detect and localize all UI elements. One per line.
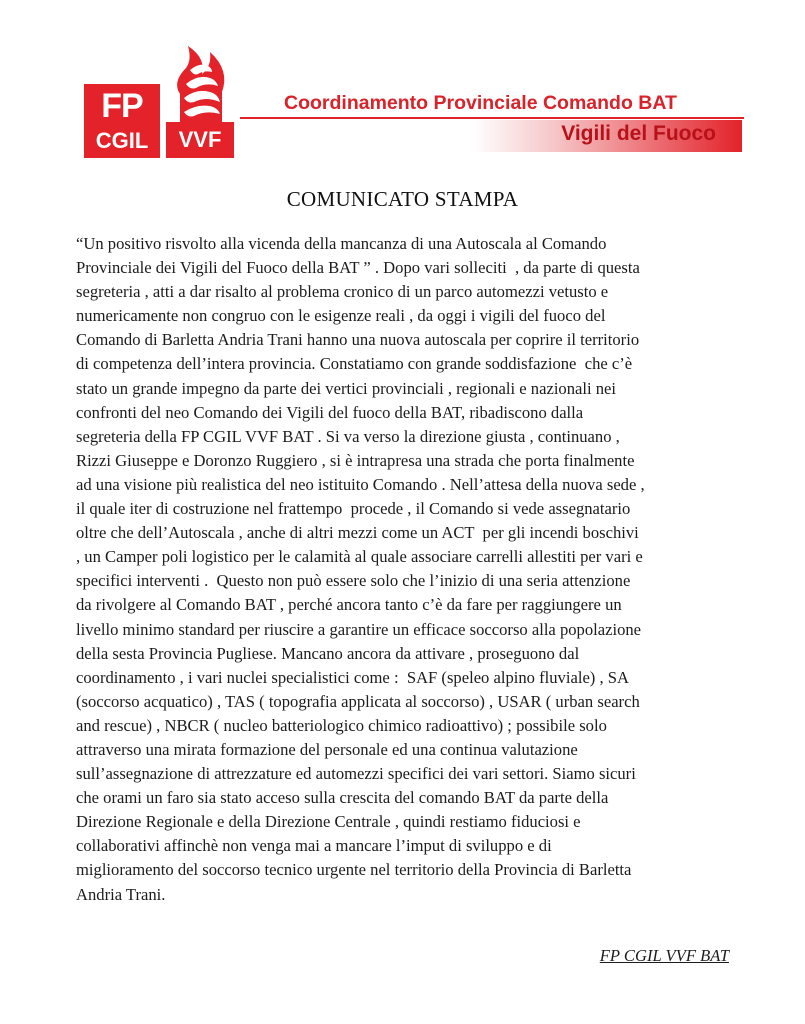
body-line: and rescue) , NBCR ( nucleo batteriologico chimico radioattivo) ; possibile solo [76, 715, 607, 735]
body-line: , un Camper poli logistico per le calamità al quale associare carrelli allestiti per vari e [76, 547, 643, 567]
body-line: specifici interventi . Questo non può essere solo che l’inizio di una seria attenzione [76, 571, 631, 591]
document-heading: COMUNICATO STAMPA [286, 187, 519, 211]
body-line: della sesta Provincia Pugliese. Mancano ancora da attivare , proseguono dal [76, 643, 580, 663]
body-line: attraverso una mirata formazione del personale ed una continua valutazione [76, 739, 578, 759]
letterhead-subtitle: Vigili del Fuoco [561, 122, 716, 145]
body-line: Comando di Barletta Andria Trani hanno una nuova autoscala per coprire il territorio [76, 330, 640, 350]
logo-fp-text: FP [101, 87, 143, 125]
body-line: segreteria della FP CGIL VVF BAT . Si va verso la direzione giusta , continuano , [76, 426, 620, 446]
body-line: collaborativi affinchè non venga mai a mancare l’imput di sviluppo e di [76, 836, 552, 856]
fp-cgil-logo [84, 84, 160, 158]
document-body [76, 232, 736, 907]
body-line: stato un grande impegno da parte dei vertici provinciali , regionali e nazionali nei [76, 378, 617, 398]
letterhead-divider [240, 117, 744, 119]
body-line: che orami un faro sia stato acceso sulla crescita del comando BAT da parte della [76, 788, 609, 808]
body-line: Andria Trani. [76, 884, 166, 904]
letterhead-subtitle-band [472, 120, 742, 152]
logo-cgil-text: CGIL [95, 128, 149, 153]
body-line: da rivolgere al Comando BAT , perché ancora tanto c’è da fare per raggiungere un [76, 595, 622, 615]
body-line: miglioramento del soccorso tecnico urgente nel territorio della Provincia di Barletta [76, 860, 632, 880]
body-line: ad una visione più realistica del neo istituito Comando . Nell’attesa della nuova sede , [76, 474, 645, 494]
letterhead-title: Coordinamento Provinciale Comando BAT [284, 92, 677, 114]
body-line: Provinciale dei Vigili del Fuoco della BAT ” . Dopo vari solleciti , da parte di questa [76, 258, 640, 278]
body-line: Rizzi Giuseppe e Doronzo Ruggiero , si è intrapresa una strada che porta finalmente [76, 450, 635, 470]
signature: FP CGIL VVF BAT [599, 946, 729, 965]
body-line: di competenza dell’intera provincia. Constatiamo con grande soddisfazione che c’è [76, 354, 633, 374]
body-line: sull’assegnazione di attrezzature ed automezzi specifici dei vari settori. Siamo sicuri [76, 764, 636, 784]
body-line: livello minimo standard per riuscire a garantire un efficace soccorso alla popolazione [76, 619, 642, 639]
vvf-flame-logo [166, 44, 234, 158]
letterhead [84, 44, 744, 160]
logo-vvf-text: VVF [166, 122, 234, 158]
body-line: numericamente non congruo con le esigenze reali , da oggi i vigili del fuoco del [76, 306, 606, 326]
body-line: (soccorso acquatico) , TAS ( topografia applicata al soccorso) , USAR ( urban search [76, 691, 640, 711]
flame-icon [166, 44, 234, 124]
body-line: confronti del neo Comando dei Vigili del fuoco della BAT, ribadiscono dalla [76, 402, 584, 422]
body-line: coordinamento , i vari nuclei specialistici come : SAF (speleo alpino fluviale) , SA [76, 667, 629, 687]
body-line: oltre che dell’Autoscala , anche di altri mezzi come un ACT per gli incendi boschivi [76, 523, 639, 543]
body-line: “Un positivo risvolto alla vicenda della mancanza di una Autoscala al Comando [76, 234, 607, 253]
body-line: segreteria , atti a dar risalto al problema cronico di un parco automezzi vetusto e [76, 282, 609, 302]
body-line: il quale iter di costruzione nel frattempo procede , il Comando si vede assegnatario [76, 499, 631, 519]
body-line: Direzione Regionale e della Direzione Centrale , quindi restiamo fiduciosi e [76, 812, 581, 832]
